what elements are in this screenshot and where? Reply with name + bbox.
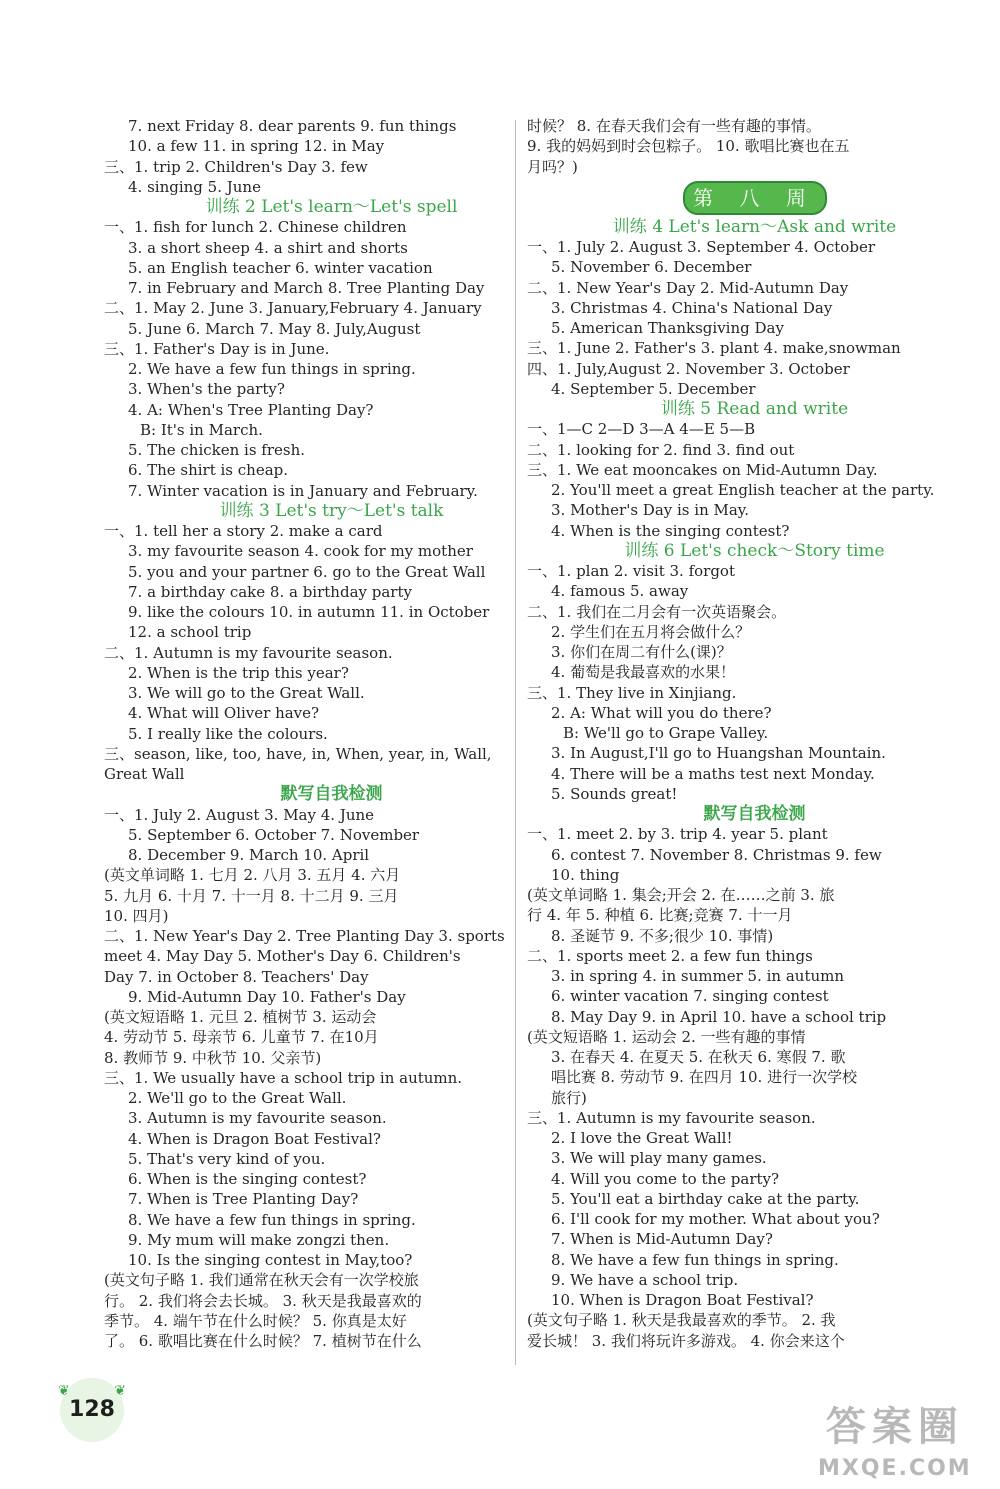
answer-line: 10. a few 11. in spring 12. in May — [128, 137, 385, 156]
answer-line: 5. June 6. March 7. May 8. July,August — [128, 319, 421, 338]
answer-line: 8. 教师节 9. 中秋节 10. 父亲节) — [104, 1048, 322, 1067]
answer-line: 3. a short sheep 4. a shirt and shorts — [128, 238, 408, 257]
watermark-url: MXQE.COM — [818, 1456, 972, 1481]
answer-line: 8. We have a few fun things in spring. — [128, 1210, 416, 1229]
answer-line: 3. my favourite season 4. cook for my mother — [128, 542, 473, 561]
answer-line: 10. Is the singing contest in May,too? — [128, 1251, 413, 1269]
answer-line: (英文短语略 1. 运动会 2. 一些有趣的事情 — [527, 1027, 806, 1046]
answer-line: 7. When is Mid-Autumn Day? — [551, 1230, 773, 1249]
answer-line: 三、1. We usually have a school trip in autumn. — [104, 1068, 463, 1087]
answer-line: 三、1. June 2. Father's 3. plant 4. make,snowman — [527, 339, 901, 358]
answer-line: 4. singing 5. June — [128, 177, 261, 196]
answer-line: 3. When's the party? — [128, 380, 285, 399]
leaf-icon: ❦ — [58, 1383, 70, 1399]
answer-line: 一、1. July 2. August 3. May 4. June — [104, 805, 375, 824]
answer-line: 7. next Friday 8. dear parents 9. fun things — [128, 117, 457, 135]
answer-line: 二、1. Autumn is my favourite season. — [104, 643, 393, 662]
answer-line: 2. I love the Great Wall! — [551, 1129, 733, 1147]
answer-line: 三、1. trip 2. Children's Day 3. few — [104, 157, 368, 176]
answer-line: 2. A: What will you do there? — [551, 703, 772, 722]
answer-line: 5. 九月 6. 十月 7. 十一月 8. 十二月 9. 三月 — [104, 886, 399, 905]
answer-line: 3. We will play many games. — [551, 1149, 767, 1168]
answer-line: 一、1. July 2. August 3. September 4. October — [527, 238, 875, 256]
answer-line: 2. When is the trip this year? — [128, 663, 349, 682]
week-badge: 第 八 周 — [683, 181, 827, 215]
answer-line: (英文单词略 1. 集会;开会 2. 在……之前 3. 旅 — [527, 886, 835, 904]
answer-line: 5. Sounds great! — [551, 784, 678, 803]
answer-line: meet 4. May Day 5. Mother's Day 6. Children's — [104, 947, 461, 966]
section-heading: 默写自我检测 — [280, 784, 383, 805]
answer-line: 四、1. July,August 2. November 3. October — [527, 359, 850, 378]
answer-line: 9. 我的妈妈到时会包粽子。 10. 歌唱比赛也在五 — [527, 137, 850, 156]
answer-line: (英文句子略 1. 我们通常在秋天会有一次学校旅 — [104, 1271, 419, 1290]
answer-line: 行 4. 年 5. 种植 6. 比赛;竞赛 7. 十一月 — [527, 906, 793, 925]
answer-line: 3. Mother's Day is in May. — [551, 501, 750, 520]
answer-line: 旅行) — [551, 1088, 587, 1107]
answer-line: 一、1. fish for lunch 2. Chinese children — [104, 218, 407, 237]
answer-line: 4. What will Oliver have? — [128, 704, 320, 723]
answer-line: 4. 劳动节 5. 母亲节 6. 儿童节 7. 在10月 — [104, 1028, 379, 1047]
answer-column-left — [104, 116, 559, 1351]
page-number-badge — [60, 1378, 124, 1442]
section-heading: 训练 5 Read and write — [660, 399, 849, 419]
answer-line: 5. an English teacher 6. winter vacation — [128, 258, 433, 277]
answer-line: 4. 葡萄是我最喜欢的水果！ — [551, 663, 736, 682]
answer-line: 5. you and your partner 6. go to the Great Wall — [128, 562, 486, 581]
answer-line: 2. You'll meet a great English teacher at the party. — [551, 481, 935, 499]
answer-line: 了。 6. 歌唱比赛在什么时候？ 7. 植树节在什么 — [104, 1332, 422, 1350]
answer-line: 二、1. New Year's Day 2. Mid-Autumn Day — [527, 278, 849, 297]
answer-line: 二、1. looking for 2. find 3. find out — [527, 440, 795, 459]
answer-line: 二、1. 我们在二月会有一次英语聚会。 — [527, 602, 787, 621]
answer-line: 月吗？) — [527, 157, 578, 176]
answer-line: 5. September 6. October 7. November — [128, 825, 420, 844]
answer-line: 4. Will you come to the party? — [551, 1169, 780, 1188]
answer-line: 5. You'll eat a birthday cake at the party. — [551, 1189, 860, 1208]
answer-line: 9. My mum will make zongzi then. — [128, 1230, 390, 1249]
answer-line: 3. Christmas 4. China's National Day — [551, 298, 833, 317]
answer-line: 6. I'll cook for my mother. What about you? — [551, 1210, 880, 1228]
answer-line: 4. When is the singing contest? — [551, 521, 790, 540]
section-heading: 训练 4 Let's learn～Ask and write — [612, 216, 897, 237]
answer-line: 7. a birthday cake 8. a birthday party — [128, 582, 412, 601]
answer-line: 2. 学生们在五月将会做什么？ — [551, 622, 751, 641]
answer-line: 2. We'll go to the Great Wall. — [128, 1089, 347, 1107]
answer-line: 8. May Day 9. in April 10. have a school trip — [551, 1007, 887, 1026]
answer-line: 12. a school trip — [128, 623, 252, 642]
answer-line: 8. 圣诞节 9. 不多;很少 10. 事情) — [551, 926, 774, 945]
answer-line: 唱比赛 8. 劳动节 9. 在四月 10. 进行一次学校 — [551, 1068, 858, 1087]
answer-line: 5. That's very kind of you. — [128, 1149, 326, 1168]
answer-line: 时候？ 8. 在春天我们会有一些有趣的事情。 — [527, 117, 821, 135]
answer-line: 3. We will go to the Great Wall. — [128, 684, 365, 702]
answer-line: (英文单词略 1. 七月 2. 八月 3. 五月 4. 六月 — [104, 866, 401, 885]
section-heading: 训练 2 Let's learn～Let's spell — [205, 197, 458, 217]
answer-line: 一、1. meet 2. by 3. trip 4. year 5. plant — [527, 825, 828, 844]
answer-line: 爱长城！ 3. 我们将玩许多游戏。 4. 你会来这个 — [527, 1331, 845, 1350]
answer-line: 6. contest 7. November 8. Christmas 9. few — [551, 845, 882, 864]
answer-line: 一、1—C 2—D 3—A 4—E 5—B — [527, 420, 756, 439]
section-heading: 训练 3 Let's try～Let's talk — [219, 500, 444, 521]
section-heading: 训练 6 Let's check～Story time — [624, 540, 885, 561]
watermark-logo — [818, 1395, 972, 1481]
watermark-title: 答案圈 — [825, 1404, 964, 1450]
answer-line: 10. 四月) — [104, 906, 169, 925]
answer-line: 5. The chicken is fresh. — [128, 441, 306, 459]
answer-line: 8. December 9. March 10. April — [128, 846, 370, 864]
answer-line: 季节。 4. 端午节在什么时候？ 5. 你真是太好 — [104, 1311, 407, 1330]
answer-line: 三、1. Father's Day is in June. — [104, 339, 330, 358]
answer-line: 三、1. Autumn is my favourite season. — [527, 1108, 816, 1127]
answer-line: 10. When is Dragon Boat Festival? — [551, 1291, 814, 1309]
answer-line: 5. American Thanksgiving Day — [551, 319, 784, 337]
answer-line: 4. There will be a maths test next Monday. — [551, 764, 875, 783]
answer-line: 三、1. They live in Xinjiang. — [527, 683, 737, 702]
answer-line: 3. 在春天 4. 在夏天 5. 在秋天 6. 寒假 7. 歌 — [551, 1048, 846, 1066]
page-number: 128 — [69, 1397, 115, 1422]
answer-line: B: It's in March. — [140, 420, 263, 439]
answer-line: 二、1. sports meet 2. a few fun things — [527, 946, 813, 965]
answer-line: 10. thing — [551, 865, 620, 884]
answer-column-right — [527, 116, 982, 1351]
answer-line: 4. A: When's Tree Planting Day? — [128, 400, 374, 419]
answer-line: 一、1. tell her a story 2. make a card — [104, 522, 383, 540]
answer-line: 6. When is the singing contest? — [128, 1170, 367, 1188]
section-heading: 默写自我检测 — [703, 804, 806, 824]
answer-line: (英文短语略 1. 元旦 2. 植树节 3. 运动会 — [104, 1008, 377, 1026]
answer-line: 4. When is Dragon Boat Festival? — [128, 1129, 381, 1148]
answer-line: 6. The shirt is cheap. — [128, 461, 289, 480]
answer-line: 二、1. May 2. June 3. January,February 4. January — [104, 299, 482, 318]
answer-line: 8. We have a few fun things in spring. — [551, 1250, 839, 1269]
answer-line: 6. winter vacation 7. singing contest — [551, 987, 829, 1006]
answer-line: Day 7. in October 8. Teachers' Day — [104, 967, 369, 986]
answer-line: 3. in spring 4. in summer 5. in autumn — [551, 967, 845, 985]
answer-line: 7. When is Tree Planting Day? — [128, 1190, 359, 1209]
answer-line: 4. September 5. December — [551, 379, 756, 398]
answer-line: 3. In August,I'll go to Huangshan Mountain. — [551, 744, 886, 763]
answer-line: 2. We have a few fun things in spring. — [128, 360, 416, 378]
answer-line: 7. in February and March 8. Tree Planting Day — [128, 279, 485, 297]
answer-line: 5. I really like the colours. — [128, 724, 328, 743]
leaf-icon: ❦ — [114, 1383, 126, 1399]
answer-line: 一、1. plan 2. visit 3. forgot — [527, 562, 735, 580]
answer-line: 3. Autumn is my favourite season. — [128, 1109, 387, 1128]
answer-line: 7. Winter vacation is in January and February. — [128, 481, 478, 500]
answer-line: B: We'll go to Grape Valley. — [563, 724, 769, 742]
answer-line: 3. 你们在周二有什么(课)？ — [551, 643, 732, 661]
answer-line: 二、1. New Year's Day 2. Tree Planting Day 3. sports — [104, 927, 505, 945]
answer-line: (英文句子略 1. 秋天是我最喜欢的季节。 2. 我 — [527, 1311, 836, 1330]
answer-line: 5. November 6. December — [551, 258, 752, 277]
answer-line: Great Wall — [104, 765, 185, 783]
answer-line: 行。 2. 我们将会去长城。 3. 秋天是我最喜欢的 — [104, 1291, 422, 1310]
answer-line: 三、season, like, too, have, in, When, year, in, Wall, — [104, 744, 492, 763]
answer-line: 三、1. We eat mooncakes on Mid-Autumn Day. — [527, 460, 878, 479]
answer-line: 9. Mid-Autumn Day 10. Father's Day — [128, 987, 406, 1006]
answer-line: 4. famous 5. away — [551, 582, 689, 601]
answer-line: 9. like the colours 10. in autumn 11. in October — [128, 603, 490, 621]
answer-line: 9. We have a school trip. — [551, 1270, 739, 1289]
